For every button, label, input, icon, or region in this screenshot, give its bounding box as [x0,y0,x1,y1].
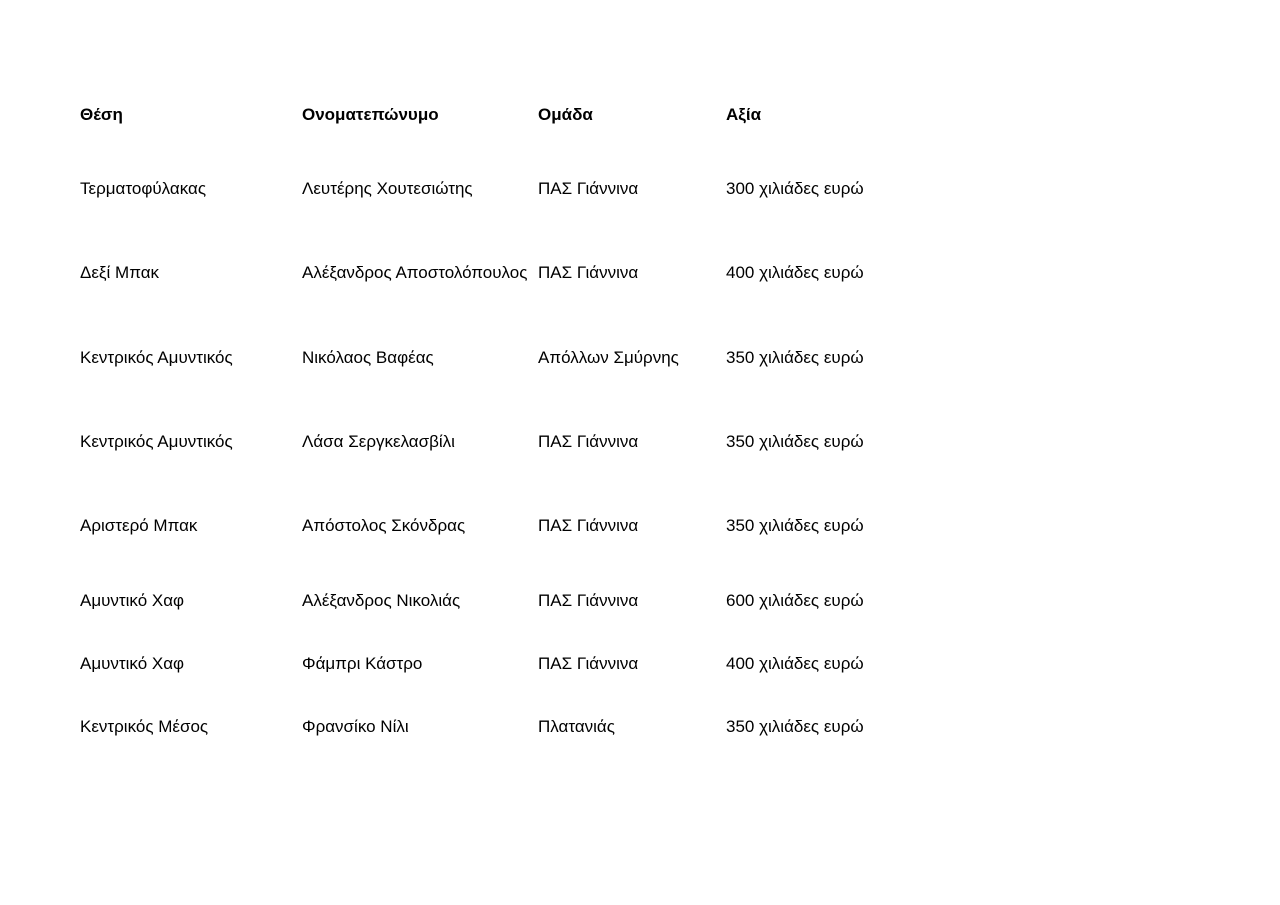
cell-value: 350 χιλιάδες ευρώ [726,516,864,535]
cell-full-name: Λάσα Σεργκελασβίλι [302,432,455,451]
cell-team: ΠΑΣ Γιάννινα [538,432,639,451]
cell-position: Κεντρικός Μέσος [80,717,209,736]
cell-position: Τερματοφύλακας [80,179,207,198]
cell-position: Αριστερό Μπακ [80,516,198,535]
cell-team: Πλατανιάς [538,717,615,736]
cell-full-name: Νικόλαος Βαφέας [302,348,434,367]
cell-position: Αμυντικό Χαφ [80,654,185,673]
cell-team: Απόλλων Σμύρνης [538,348,679,367]
cell-team: ΠΑΣ Γιάννινα [538,516,639,535]
cell-team: ΠΑΣ Γιάννινα [538,591,639,610]
cell-position: Δεξί Μπακ [80,263,160,282]
cell-position: Κεντρικός Αμυντικός [80,432,233,451]
cell-full-name: Αλέξανδρος Αποστολόπουλος [302,263,528,282]
cell-team: ΠΑΣ Γιάννινα [538,654,639,673]
header-team: Ομάδα [538,105,593,124]
cell-full-name: Φάμπρι Κάστρο [302,654,423,673]
header-value: Αξία [726,105,762,124]
cell-full-name: Αλέξανδρος Νικολιάς [302,591,461,610]
cell-team: ΠΑΣ Γιάννινα [538,263,639,282]
cell-value: 600 χιλιάδες ευρώ [726,591,864,610]
cell-team: ΠΑΣ Γιάννινα [538,179,639,198]
cell-value: 350 χιλιάδες ευρώ [726,432,864,451]
cell-value: 400 χιλιάδες ευρώ [726,263,864,282]
cell-full-name: Απόστολος Σκόνδρας [302,516,466,535]
cell-full-name: Λευτέρης Χουτεσιώτης [302,179,473,198]
header-position: Θέση [80,105,123,124]
cell-position: Κεντρικός Αμυντικός [80,348,233,367]
cell-value: 350 χιλιάδες ευρώ [726,717,864,736]
cell-value: 350 χιλιάδες ευρώ [726,348,864,367]
cell-value: 400 χιλιάδες ευρώ [726,654,864,673]
header-full-name: Ονοματεπώνυμο [302,105,439,124]
cell-full-name: Φρανσίκο Νίλι [302,717,409,736]
cell-value: 300 χιλιάδες ευρώ [726,179,864,198]
cell-position: Αμυντικό Χαφ [80,591,185,610]
